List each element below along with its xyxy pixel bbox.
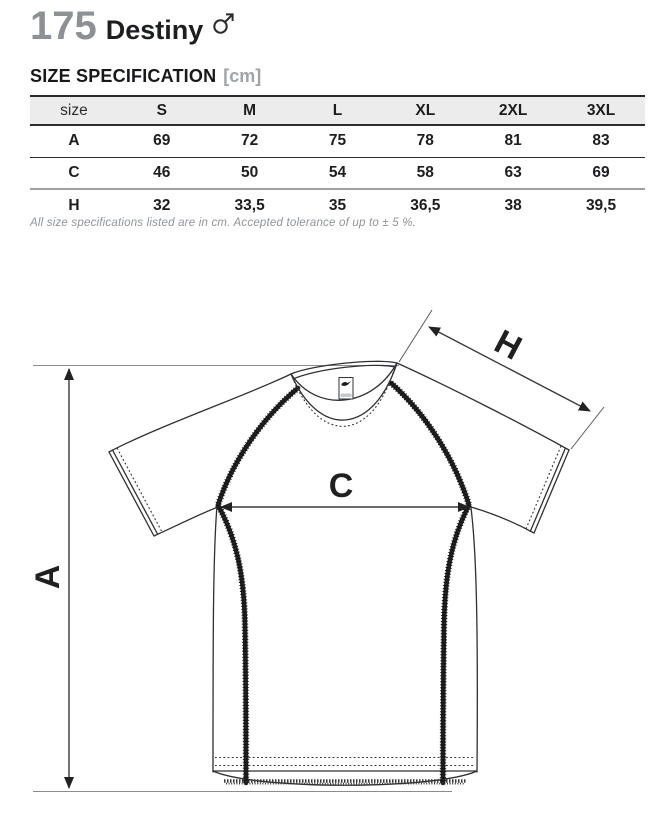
left-sleeve-hem [109,452,154,536]
product-name: Destiny [105,15,204,45]
cell: 32 [153,196,171,214]
cell: 39,5 [585,196,617,214]
cell: 81 [469,125,557,157]
right-sleeve-hem-inner [530,448,565,531]
cell: 35 [328,196,347,214]
dimension-h-label: H [488,322,528,368]
row-label: A [30,125,118,157]
right-side-seam [443,505,469,783]
right-sleeve-hem-stitch [526,446,561,529]
dimension-c-label: C [328,467,354,505]
cell: 72 [206,125,294,157]
tolerance-note: All size specifications listed are in cm. Accepted tolerance of up to ± 5 %. [30,217,417,229]
dimension-a-label: A [28,564,67,590]
left-sleeve-hem-inner [113,450,158,534]
right-side-seam-texture [443,505,469,783]
cell: 36,5 [410,196,441,214]
cell: 63 [469,157,557,189]
brand-label [339,378,353,400]
right-sleeve-bottom-edge [471,507,534,533]
cell: 46 [118,157,206,189]
unit-label: [cm] [223,66,262,86]
cell: 58 [381,157,469,189]
col-size: size [30,96,118,125]
left-side-seam [218,505,246,783]
left-raglan-seam [218,388,298,505]
left-sleeve-bottom-edge [154,507,218,536]
cell: 69 [557,157,645,189]
cell: 78 [381,125,469,157]
cell: 33,5 [234,196,265,214]
left-sleeve-hem-stitch [117,448,162,532]
tshirt-drawing [109,361,569,785]
right-sleeve-hem [534,450,569,533]
section-title: SIZE SPECIFICATION [30,66,217,86]
dimension-lines [69,327,590,788]
cell: 50 [206,157,294,189]
body-right-edge [471,508,477,772]
product-number: 175 [30,4,97,48]
row-label: H [68,196,80,214]
col-m: M [206,96,294,125]
col-l: L [294,96,382,125]
cell: 69 [118,125,206,157]
right-raglan-seam-texture [391,383,469,505]
left-side-seam-texture [218,505,246,783]
cell: 54 [294,157,382,189]
body-left-edge [213,506,217,772]
label-text-band [341,394,352,397]
cell: 38 [504,196,522,214]
dimension-extension-lines [33,310,604,792]
col-2xl: 2XL [469,96,557,125]
left-sleeve-top-edge [109,374,291,452]
col-3xl: 3XL [557,96,645,125]
right-sleeve-top-edge [397,363,569,450]
cell: 83 [557,125,645,157]
right-raglan-seam [391,383,469,505]
col-xl: XL [381,96,469,125]
collar-top-inner [293,365,395,379]
col-s: S [118,96,206,125]
cell: 75 [294,125,382,157]
left-raglan-seam-texture [218,388,298,505]
row-label: C [30,157,118,189]
